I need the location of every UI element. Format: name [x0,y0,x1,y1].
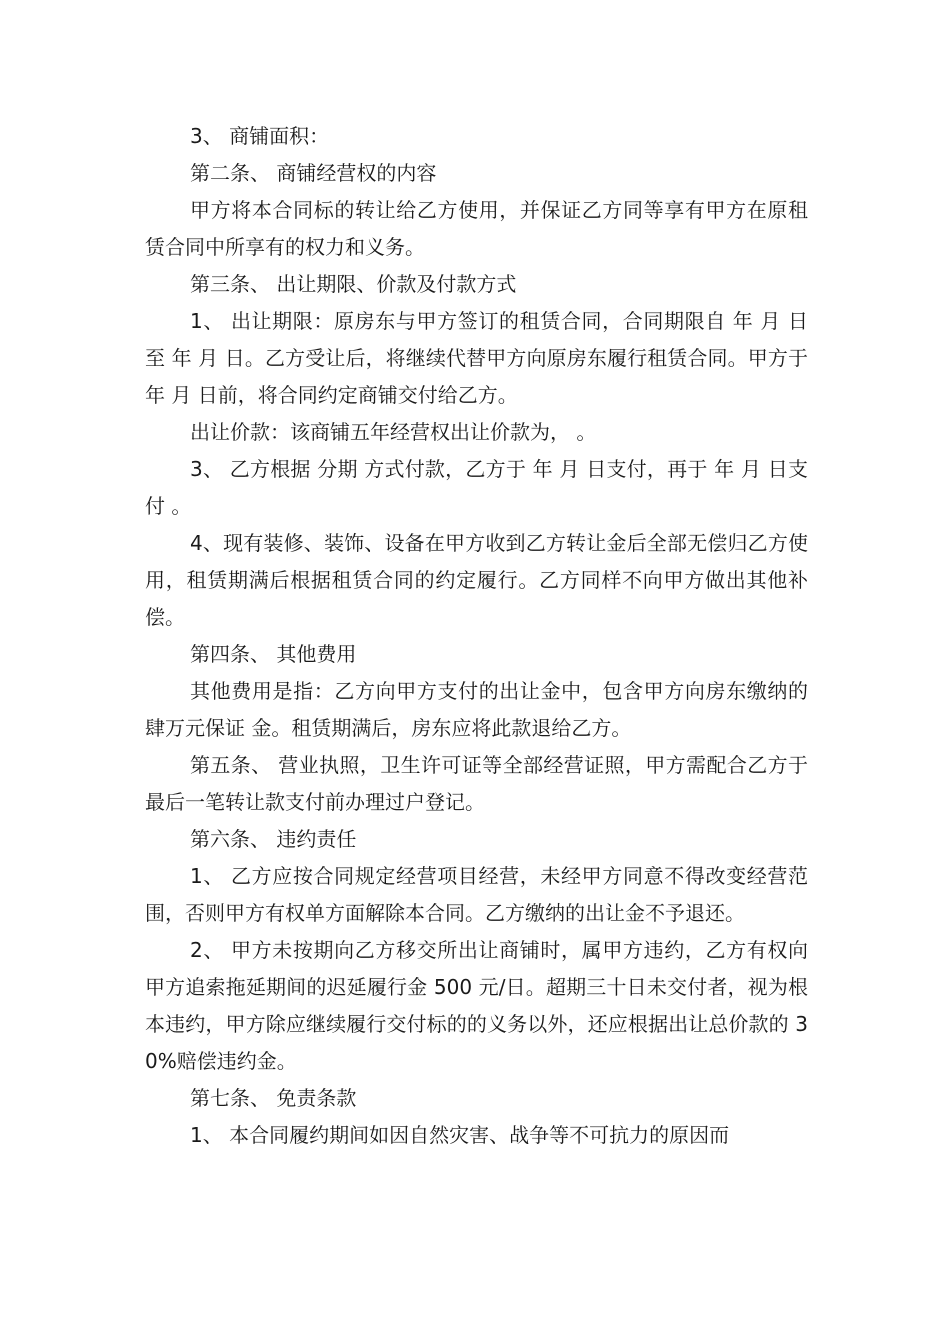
article-3-heading: 第三条、 出让期限、价款及付款方式 [190,272,517,296]
article-6-item-2: 2、 甲方未按期向乙方移交所出让商铺时，属甲方违约，乙方有权向甲方追索拖延期间的迟延履行金 500 元/日。超期三十日未交付者，视为根本违约，甲方除应继续履行交付标的的义务以外，还应根据出让总价款的 30%赔偿违约金。 [145,938,808,1073]
article-3-item-4: 4、现有装修、装饰、设备在甲方收到乙方转让金后全部无偿归乙方使用，租赁期满后根据租赁合同的约定履行。乙方同样不向甲方做出其他补偿。 [145,531,808,629]
article-2-paragraph: 甲方将本合同标的转让给乙方使用，并保证乙方同等享有甲方在原租赁合同中所享有的权力和义务。 [145,198,808,259]
article-7-heading: 第七条、 免责条款 [190,1086,357,1110]
article-4-paragraph: 其他费用是指：乙方向甲方支付的出让金中，包含甲方向房东缴纳的肆万元保证 金。租赁期满后，房东应将此款退给乙方。 [145,679,808,740]
article-6-heading: 第六条、 违约责任 [190,827,357,851]
article-7-item-1: 1、 本合同履约期间如因自然灾害、战争等不可抗力的原因而 [190,1123,730,1147]
article-4-heading: 第四条、 其他费用 [190,642,357,666]
article-2-heading: 第二条、 商铺经营权的内容 [190,161,437,185]
article-3-item-1: 1、 出让期限：原房东与甲方签订的租赁合同，合同期限自 年 月 日至 年 月 日。乙方受让后，将继续代替甲方向原房东履行租赁合同。甲方于 年 月 日前，将合同约定商铺交付给乙方。 [145,309,808,407]
article-3-price: 出让价款：该商铺五年经营权出让价款为， 。 [190,420,597,444]
article-5-paragraph: 第五条、 营业执照，卫生许可证等全部经营证照，甲方需配合乙方于最后一笔转让款支付前办理过户登记。 [145,753,808,814]
article-6-item-1: 1、 乙方应按合同规定经营项目经营，未经甲方同意不得改变经营范围，否则甲方有权单方面解除本合同。乙方缴纳的出让金不予退还。 [145,864,808,925]
document-body [145,118,808,1154]
article-3-item-3: 3、 乙方根据 分期 方式付款，乙方于 年 月 日支付，再于 年 月 日支付 。 [145,457,808,518]
section-item-area: 3、 商铺面积： [190,124,330,148]
